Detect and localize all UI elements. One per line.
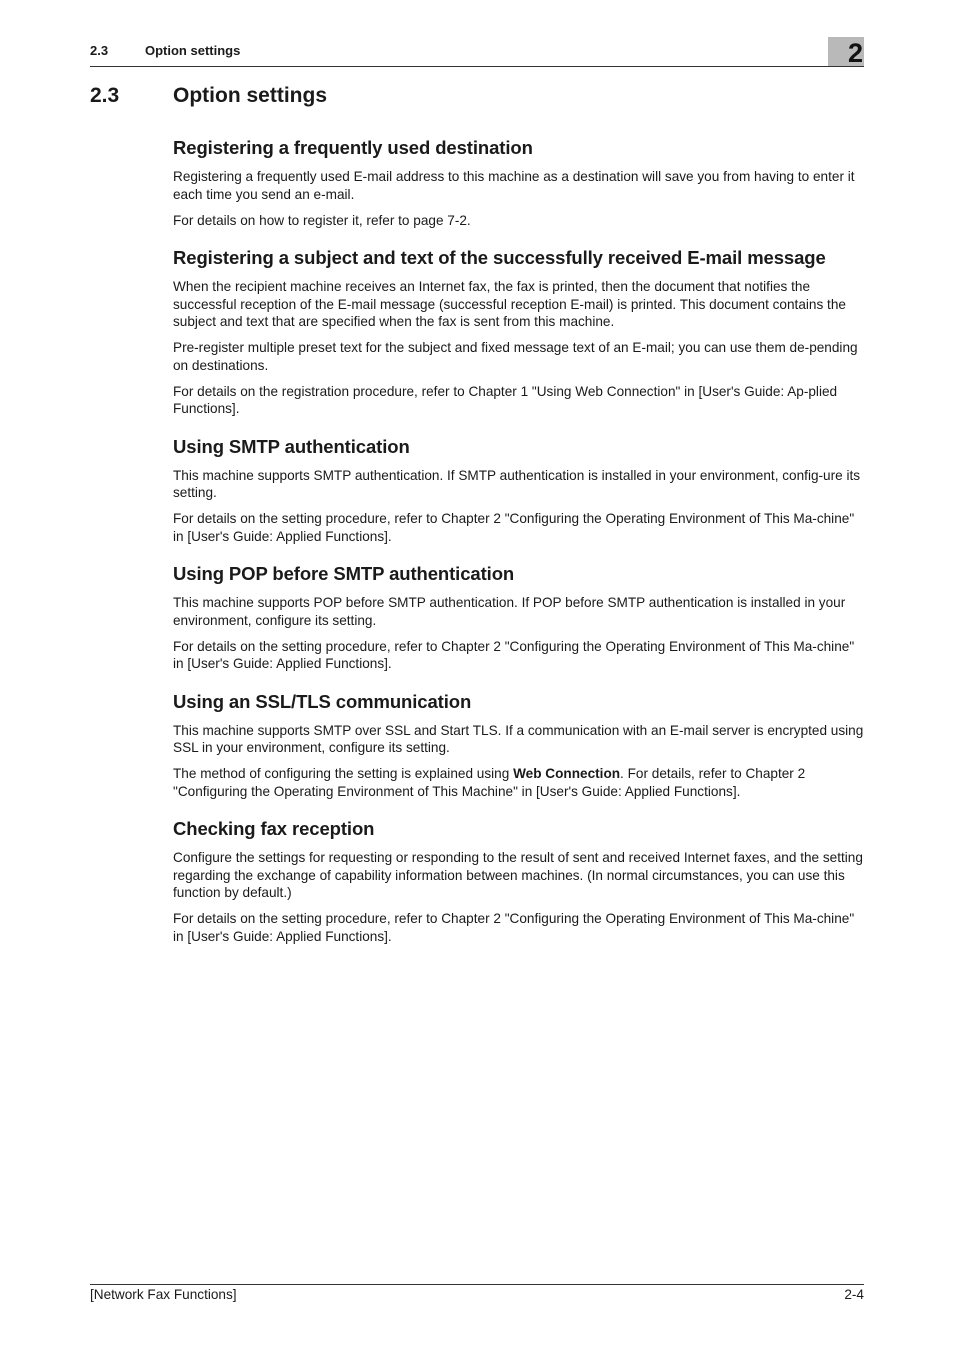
- web-connection-term: Web Connection: [513, 766, 621, 781]
- paragraph: For details on the setting procedure, refer to Chapter 2 "Configuring the Operating Environment of This Ma-chine" in [User's Guide: Applied Functions].: [173, 638, 855, 671]
- chapter-number: 2: [847, 38, 863, 68]
- subsection-heading: Using SMTP authentication: [173, 435, 410, 457]
- subsection-registering-destination: [173, 137, 864, 229]
- subsection-heading: Using POP before SMTP authentication: [173, 563, 515, 584]
- paragraph: This machine supports SMTP authentication. If SMTP authentication is installed in your environment, config-ure its setting.: [173, 467, 861, 500]
- subsection-heading: Registering a subject and text of the successfully received E-mail message: [173, 247, 826, 268]
- page-title: [90, 84, 327, 108]
- chapter-tab: [828, 37, 864, 66]
- paragraph: For details on how to register it, refer to page 7-2.: [173, 212, 471, 228]
- subsection-registering-subject-text: [173, 247, 864, 418]
- subsection-checking-fax-reception: [173, 818, 864, 945]
- paragraph: Configure the settings for requesting or responding to the result of sent and received Internet faxes, and the setting regarding the exchange of capability information between machines. (In normal circumstances, you can use this function by default.): [173, 850, 863, 900]
- text-run: The method of configuring the setting is explained using: [173, 766, 514, 781]
- subsection-heading: Registering a frequently used destination: [173, 137, 533, 158]
- main-content: [173, 137, 864, 963]
- page-number: 2-4: [844, 1287, 864, 1302]
- paragraph: For details on the registration procedure, refer to Chapter 1 "Using Web Connection" in [User's Guide: Ap-plied Functions].: [173, 383, 838, 416]
- subsection-pop-before-smtp: [173, 563, 864, 673]
- subsection-smtp-authentication: [173, 436, 864, 546]
- paragraph: Pre-register multiple preset text for the subject and fixed message text of an E-mail; you can use them de-pending on destinations.: [173, 340, 858, 373]
- paragraph: This machine supports POP before SMTP authentication. If POP before SMTP authentication is installed in your environment, configure its setting.: [173, 595, 846, 628]
- section-number: 2.3: [90, 84, 120, 107]
- paragraph: Registering a frequently used E-mail address to this machine as a destination will save you from having to enter it each time you send an e-mail.: [173, 169, 855, 202]
- section-title-text: Option settings: [173, 84, 327, 107]
- header-section-title: Option settings: [145, 43, 241, 58]
- subsection-ssl-tls: [173, 691, 864, 801]
- footer-manual-title: [Network Fax Functions]: [90, 1287, 237, 1302]
- paragraph: This machine supports SMTP over SSL and Start TLS. If a communication with an E-mail server is encrypted using SSL in your environment, configure its setting.: [173, 722, 864, 755]
- paragraph-rich: [173, 765, 864, 800]
- subsection-heading: Using an SSL/TLS communication: [173, 690, 472, 712]
- header-section-number: 2.3: [90, 43, 109, 58]
- paragraph: For details on the setting procedure, refer to Chapter 2 "Configuring the Operating Environment of This Ma-chine" in [User's Guide: Applied Functions].: [173, 911, 855, 944]
- text-run: . For details, refer to Chapter 2 "Configuring the Operating Environment of This Machine" in [User's Guide: Applied Functions].: [173, 766, 806, 799]
- running-header: [90, 42, 864, 67]
- paragraph: For details on the setting procedure, refer to Chapter 2 "Configuring the Operating Environment of This Ma-chine" in [User's Guide: Applied Functions].: [173, 511, 855, 544]
- paragraph: When the recipient machine receives an Internet fax, the fax is printed, then the document that notifies the successful reception of the E-mail message (successful reception E-mail) is printed. This document contains the subject and text that are specified when the fax is sent from this machine.: [173, 279, 846, 329]
- running-footer: [90, 1284, 864, 1302]
- subsection-heading: Checking fax reception: [173, 818, 375, 839]
